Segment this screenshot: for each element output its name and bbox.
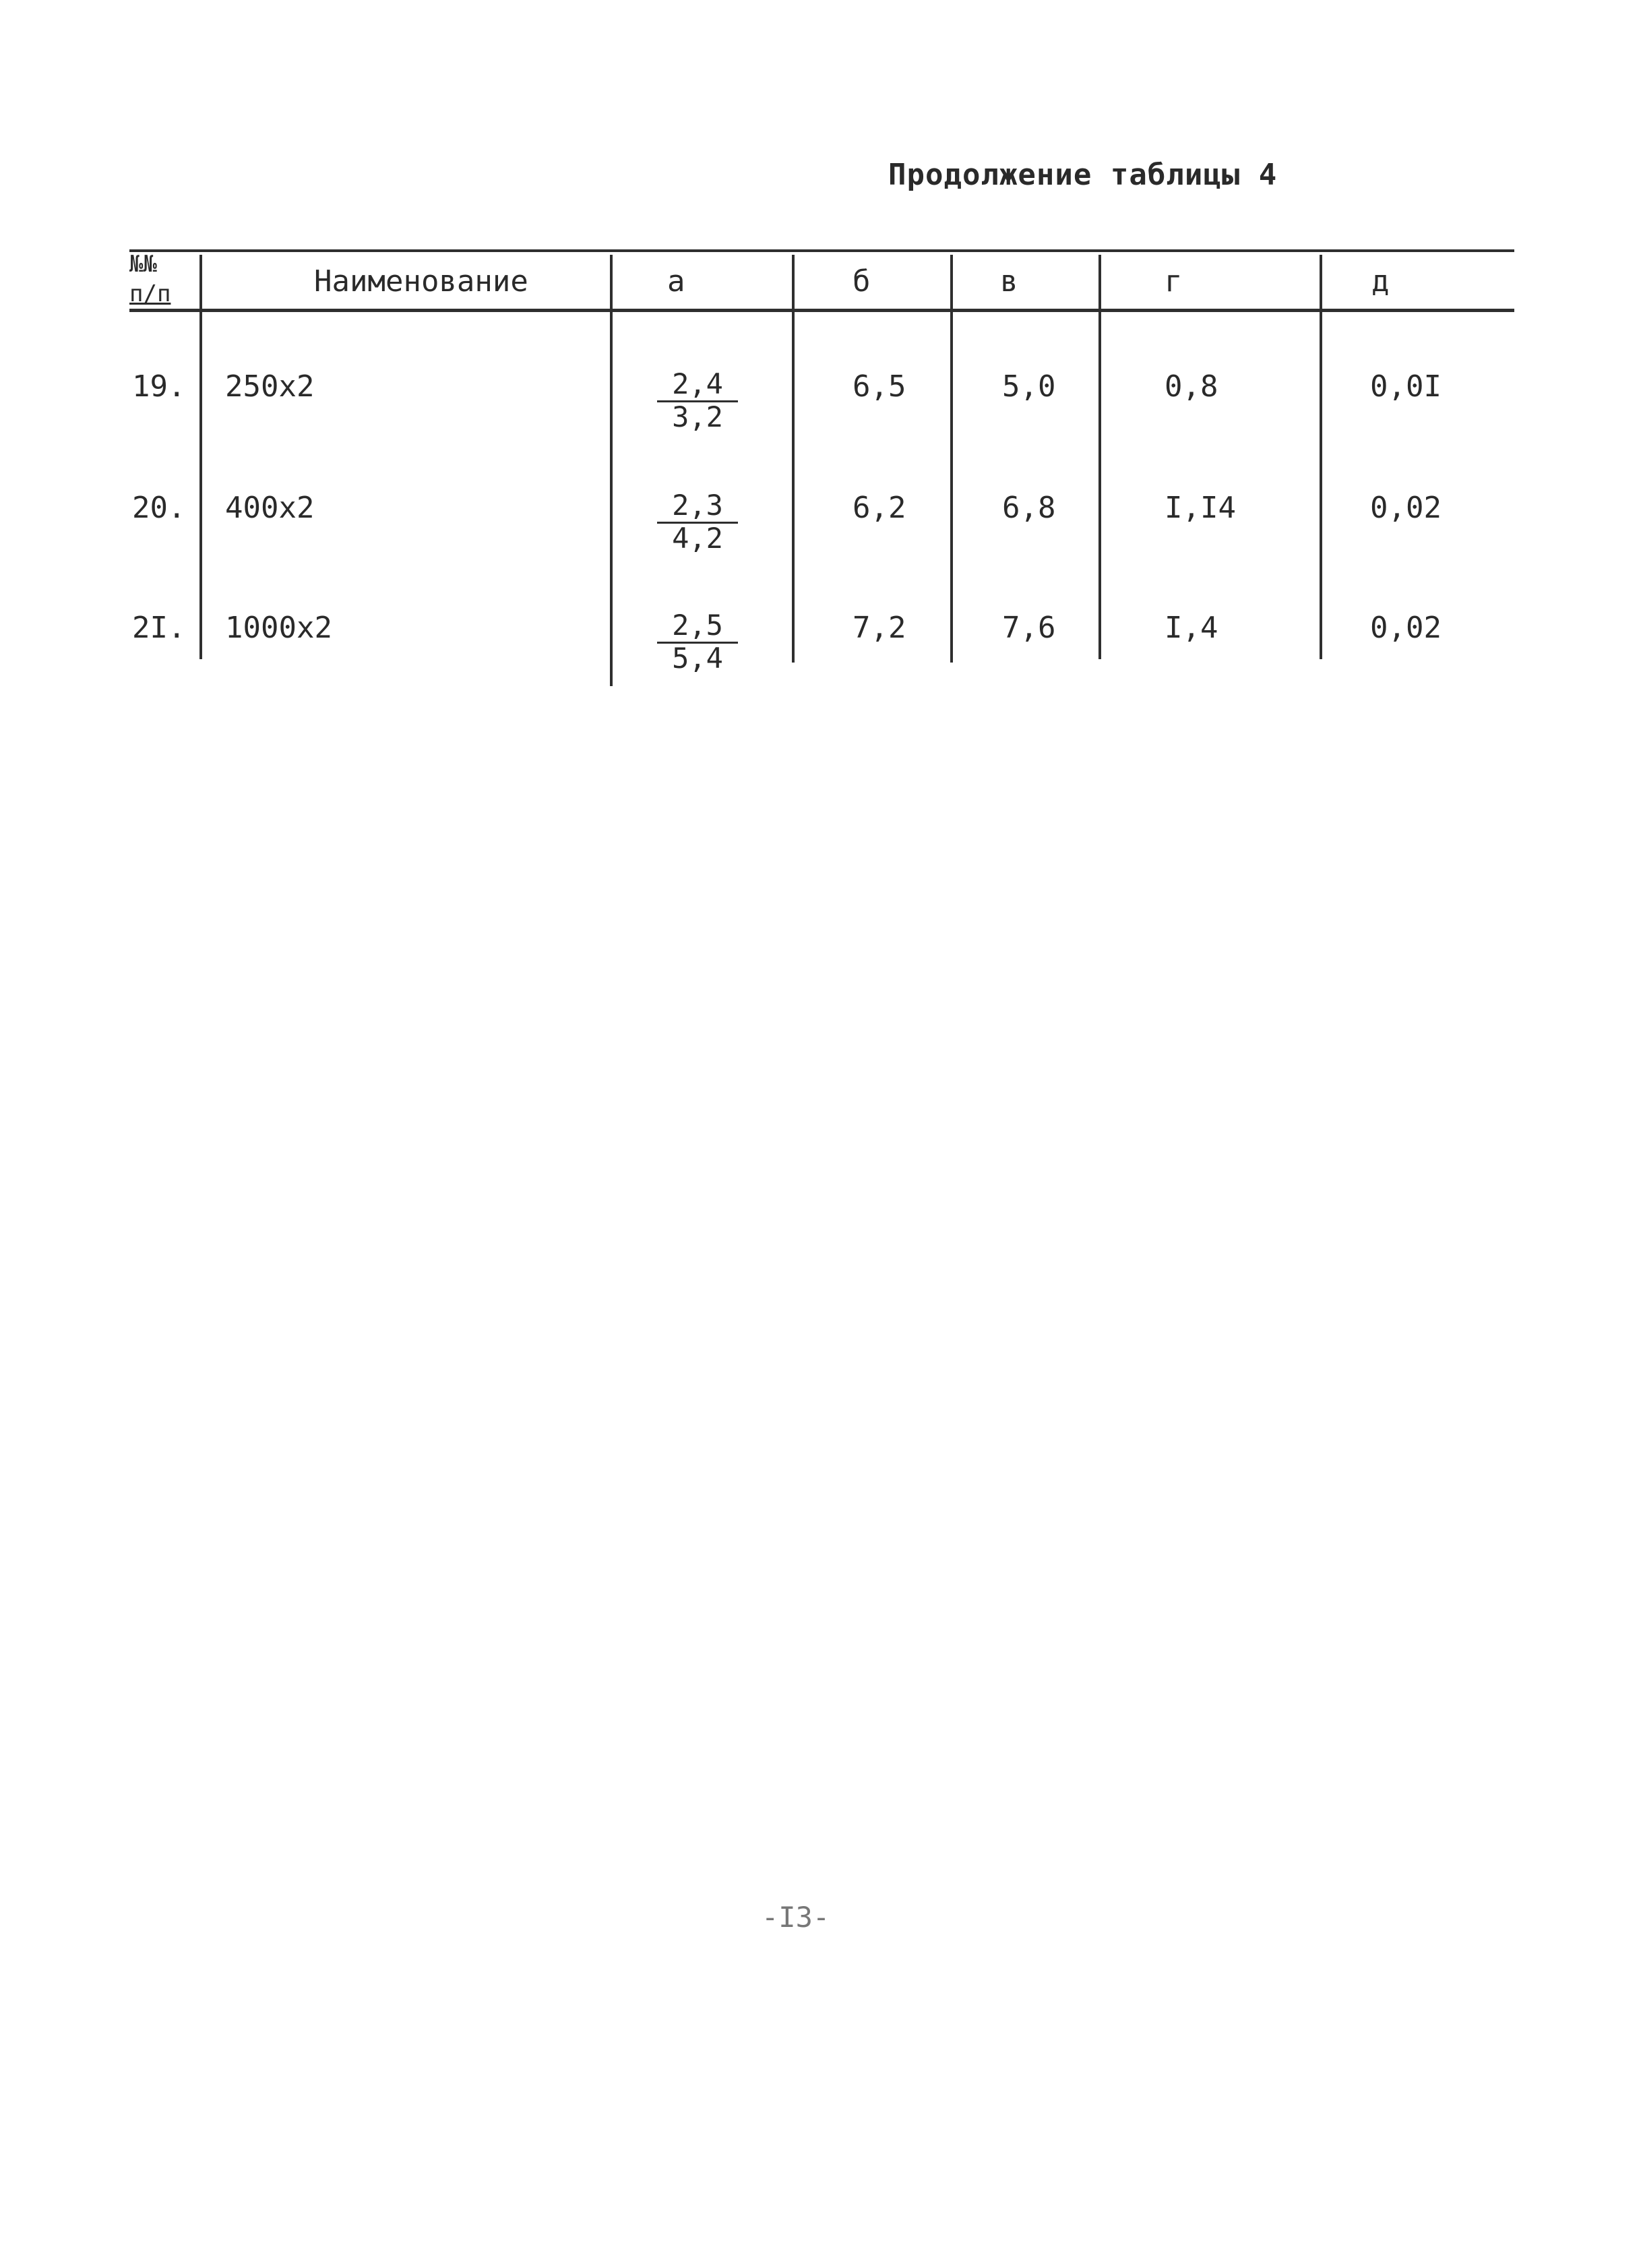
header-v: в bbox=[1000, 264, 1018, 299]
row-v: 5,0 bbox=[1002, 369, 1056, 404]
row-number: 2I. bbox=[132, 611, 186, 645]
row-v: 7,6 bbox=[1002, 611, 1056, 645]
row-a-denominator: 3,2 bbox=[672, 400, 723, 433]
col-divider bbox=[610, 255, 613, 686]
row-b: 6,2 bbox=[853, 491, 906, 525]
row-d: 0,02 bbox=[1370, 491, 1442, 525]
header-g: г bbox=[1165, 264, 1183, 299]
row-g: I,4 bbox=[1165, 611, 1218, 645]
header-d: д bbox=[1371, 264, 1390, 299]
row-a-fraction bbox=[657, 611, 738, 673]
header-number-line2: п/п bbox=[129, 280, 171, 307]
row-g: 0,8 bbox=[1165, 369, 1218, 404]
row-a-denominator: 4,2 bbox=[672, 522, 723, 555]
col-divider bbox=[950, 255, 953, 663]
page-number: -I3- bbox=[762, 1901, 830, 1934]
header-name: Наименование bbox=[314, 264, 528, 299]
data-table bbox=[0, 0, 1641, 741]
col-divider bbox=[1320, 255, 1322, 659]
header-number-line1: №№ bbox=[129, 251, 157, 278]
row-name: 250x2 bbox=[225, 369, 315, 404]
row-b: 7,2 bbox=[853, 611, 906, 645]
row-a-fraction bbox=[657, 491, 738, 553]
row-name: 1000x2 bbox=[225, 611, 332, 645]
col-divider bbox=[199, 255, 202, 659]
table-top-rule bbox=[129, 249, 1514, 252]
col-divider bbox=[792, 255, 795, 663]
row-a-numerator: 2,4 bbox=[657, 369, 738, 402]
table-caption: Продолжение таблицы 4 bbox=[888, 158, 1278, 192]
row-b: 6,5 bbox=[853, 369, 906, 404]
table-header-rule bbox=[129, 309, 1514, 312]
row-a-denominator: 5,4 bbox=[672, 642, 723, 675]
header-a: а bbox=[667, 264, 685, 299]
row-d: 0,02 bbox=[1370, 611, 1442, 645]
row-a-numerator: 2,5 bbox=[657, 611, 738, 644]
col-divider bbox=[1098, 255, 1101, 659]
row-a-fraction bbox=[657, 369, 738, 432]
row-g: I,I4 bbox=[1165, 491, 1236, 525]
row-v: 6,8 bbox=[1002, 491, 1056, 525]
row-d: 0,0I bbox=[1370, 369, 1442, 404]
header-b: б bbox=[853, 264, 871, 299]
row-number: 19. bbox=[132, 369, 186, 404]
row-a-numerator: 2,3 bbox=[657, 491, 738, 524]
row-name: 400x2 bbox=[225, 491, 315, 525]
row-number: 20. bbox=[132, 491, 186, 525]
header-number bbox=[129, 249, 171, 309]
